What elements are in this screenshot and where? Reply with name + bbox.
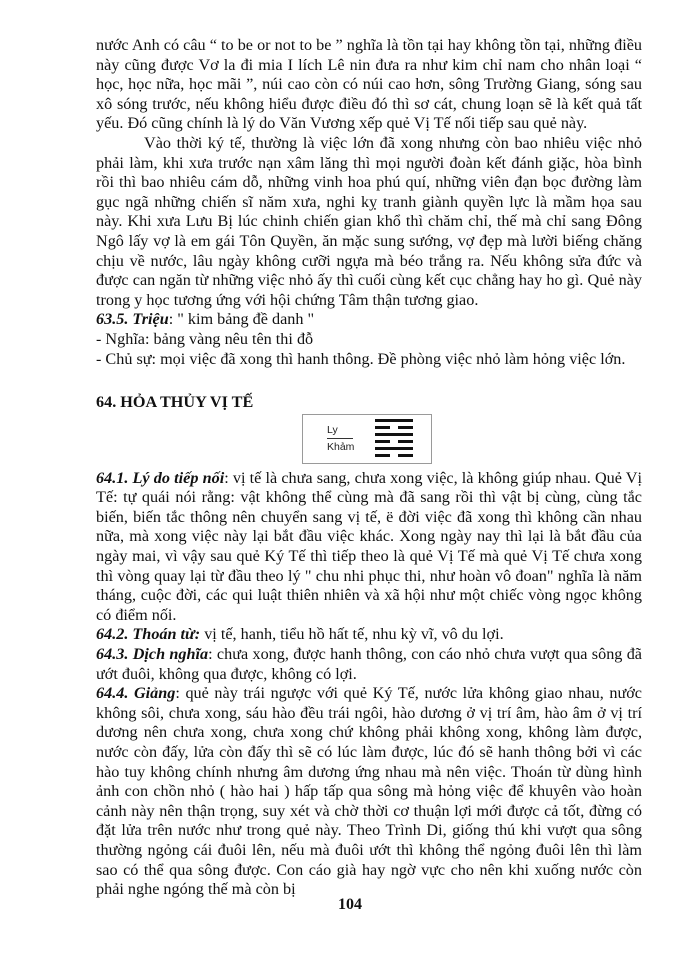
section-63-5-main-matter: - Chủ sự: mọi việc đã xong thì hanh thông. Đề phòng việc nhỏ làm hỏng việc lớn. (96, 349, 626, 368)
hexagram-line-solid-icon (375, 419, 413, 422)
section-63-5-label: 63.5. Triệu (96, 310, 169, 329)
section-64-1-label: 64.1. Lý do tiếp nối (96, 468, 225, 487)
spacer (96, 369, 642, 393)
section-64-4-label: 64.4. Giảng (96, 684, 176, 703)
hexagram-line-broken-icon (375, 440, 413, 443)
section-64-3 (96, 645, 642, 684)
hexagram-lines-icon (375, 419, 413, 461)
section-64-3-text: : chưa xong, được hanh thông, con cáo nhỏ chưa vượt qua sông đã ướt đuôi, không qua được, không có lợi. (96, 645, 642, 683)
page-number: 104 (338, 896, 362, 913)
hexagram-line-broken-icon (375, 426, 413, 429)
section-64-1 (96, 469, 642, 626)
section-64-4-text: : quẻ này trái ngược với quẻ Ký Tế, nước lửa không giao nhau, nước không sôi, chưa xong, sáu hào đều trái ngôi, hào dương ở vị trí âm, hào âm ở vị trí dương nên chưa xong, chưa xong chứ không phải không xong, không làm được, nước còn đấy, lửa còn đấy thì sẽ có lúc làm được, lúc đó sẽ hanh thông bởi vì các hào tuy không chính nhưng âm dương ứng nhau mà nên việc. Thoán từ dùng hình ảnh con chồn nhỏ ( hào hai ) hấp tấp qua sông mà hỏng việc để khuyên vào hoàn cảnh này nên thận trọng, suy xét và chờ thời cơ thuận lợi mới được cả tốt, đừng có đặt lửa trên nước như trong quẻ này. Theo Trình Di, giống thú khi vượt qua sông thường ngỏng cái đuôi lên, nếu mà đuôi ướt thì không thể ngỏng đuôi lên thì làm sao có thể qua sông được. Con cáo già hay ngờ vực cho nên khi xuống nước còn phải nghe ngóng thế mà còn bị (96, 684, 642, 899)
section-64-1-text: : vị tế là chưa sang, chưa xong việc, là không giúp nhau. Quẻ Vị Tế: tự quái nói rằng: vật không thể cùng mà đã sang rồi thì vật bị cùng, cùng tắc biến, biến tắc thông nên chuyển sang vị tế, ë đời việc đã xong thì không cần nhau nữa, mà xong việc này lại bắt đầu việc khác. Xong ngày nay thì lại là bắt đầu của ngày mai, vì vậy sau quẻ Ký Tế thì tiếp theo là quẻ Vị Tế mà quẻ Vị Tế chưa xong thì vòng quay lại từ đầu theo lý " chu nhi phục thi, như hoàn vô đoan" nghĩa là năm tháng, cuộc đời, các qui luật thiên nhiên và xã hội như một chiếc vòng ngọc không có điểm nối. (96, 468, 642, 624)
section-63-5-meaning: - Nghĩa: bảng vàng nêu tên thi đỗ (96, 329, 314, 348)
section-63-5 (96, 310, 642, 330)
section-64-4 (96, 684, 642, 900)
section-64-2 (96, 625, 642, 645)
lower-trigram-label: Khảm (327, 440, 355, 453)
trigram-labels (327, 424, 354, 454)
paragraph-intro-continuation: nước Anh có câu “ to be or not to be ” nghĩa là tồn tại hay không tồn tại, những điều này cũng được Vơ la đi mia I lích Lê nin đưa ra như kim chỉ nam cho nhân loại “ học, học nữa, học mãi ”, núi cao còn có núi cao hơn, sông Trường Giang, sóng sau xô sóng trước, nếu không hiểu được điều đó thì sơ cát, chung loạn sẽ là kết quả tất yếu. Đó cũng chính là lý do Văn Vương xếp quẻ Vị Tế nối tiếp sau quẻ này. (96, 36, 642, 133)
section-64-2-text: vị tế, hanh, tiểu hồ hất tế, nhu kỳ vĩ, vô du lợi. (200, 625, 504, 644)
section-63-5-text: : " kim bảng đề danh " (168, 310, 315, 329)
upper-trigram-label: Ly (327, 424, 353, 439)
document-page (96, 36, 642, 900)
hexagram-figure (96, 413, 642, 469)
paragraph-thoi-ky-te: Vào thời ký tế, thường là việc lớn đã xong nhưng còn bao nhiêu việc nhỏ phải làm, khi xưa trước nạn xâm lăng thì mọi người đoàn kết đánh giặc, hòa bình rồi thì bao nhiêu cám dỗ, những vinh hoa phú quí, những viên đạn bọc đường làm gục ngã những chiến sĩ năm xưa, nghi kỵ tranh giành quyền lực là mầm họa sau này. Khi xưa Lưu Bị lúc chinh chiến gian khổ thì chăm chỉ, thế mà chỉ sang Đông Ngô lấy vợ là em gái Tôn Quyền, ăn mặc sung sướng, vợ đẹp mà lười biếng chăng chịu về nước, lâu ngày không cưỡi ngựa mà béo trắng ra. Nếu không sửa đức và được can ngăn từ những việc nhỏ ấy thì cuối cùng kết cục chẳng hay ho gì. Quẻ này trong y học tương ứng với hội chứng Tâm thận tương giao. (96, 133, 642, 309)
hexagram-line-solid-icon (375, 433, 413, 436)
hexagram-box (302, 414, 432, 464)
hexagram-line-solid-icon (375, 447, 413, 450)
hexagram-line-broken-icon (375, 454, 413, 457)
section-64-2-label: 64.2. Thoán từ: (96, 625, 201, 644)
heading-64-hoa-thuy-vi-te: 64. HỎA THỦY VỊ TẾ (96, 393, 254, 412)
section-64-3-label: 64.3. Dịch nghĩa (96, 645, 209, 664)
